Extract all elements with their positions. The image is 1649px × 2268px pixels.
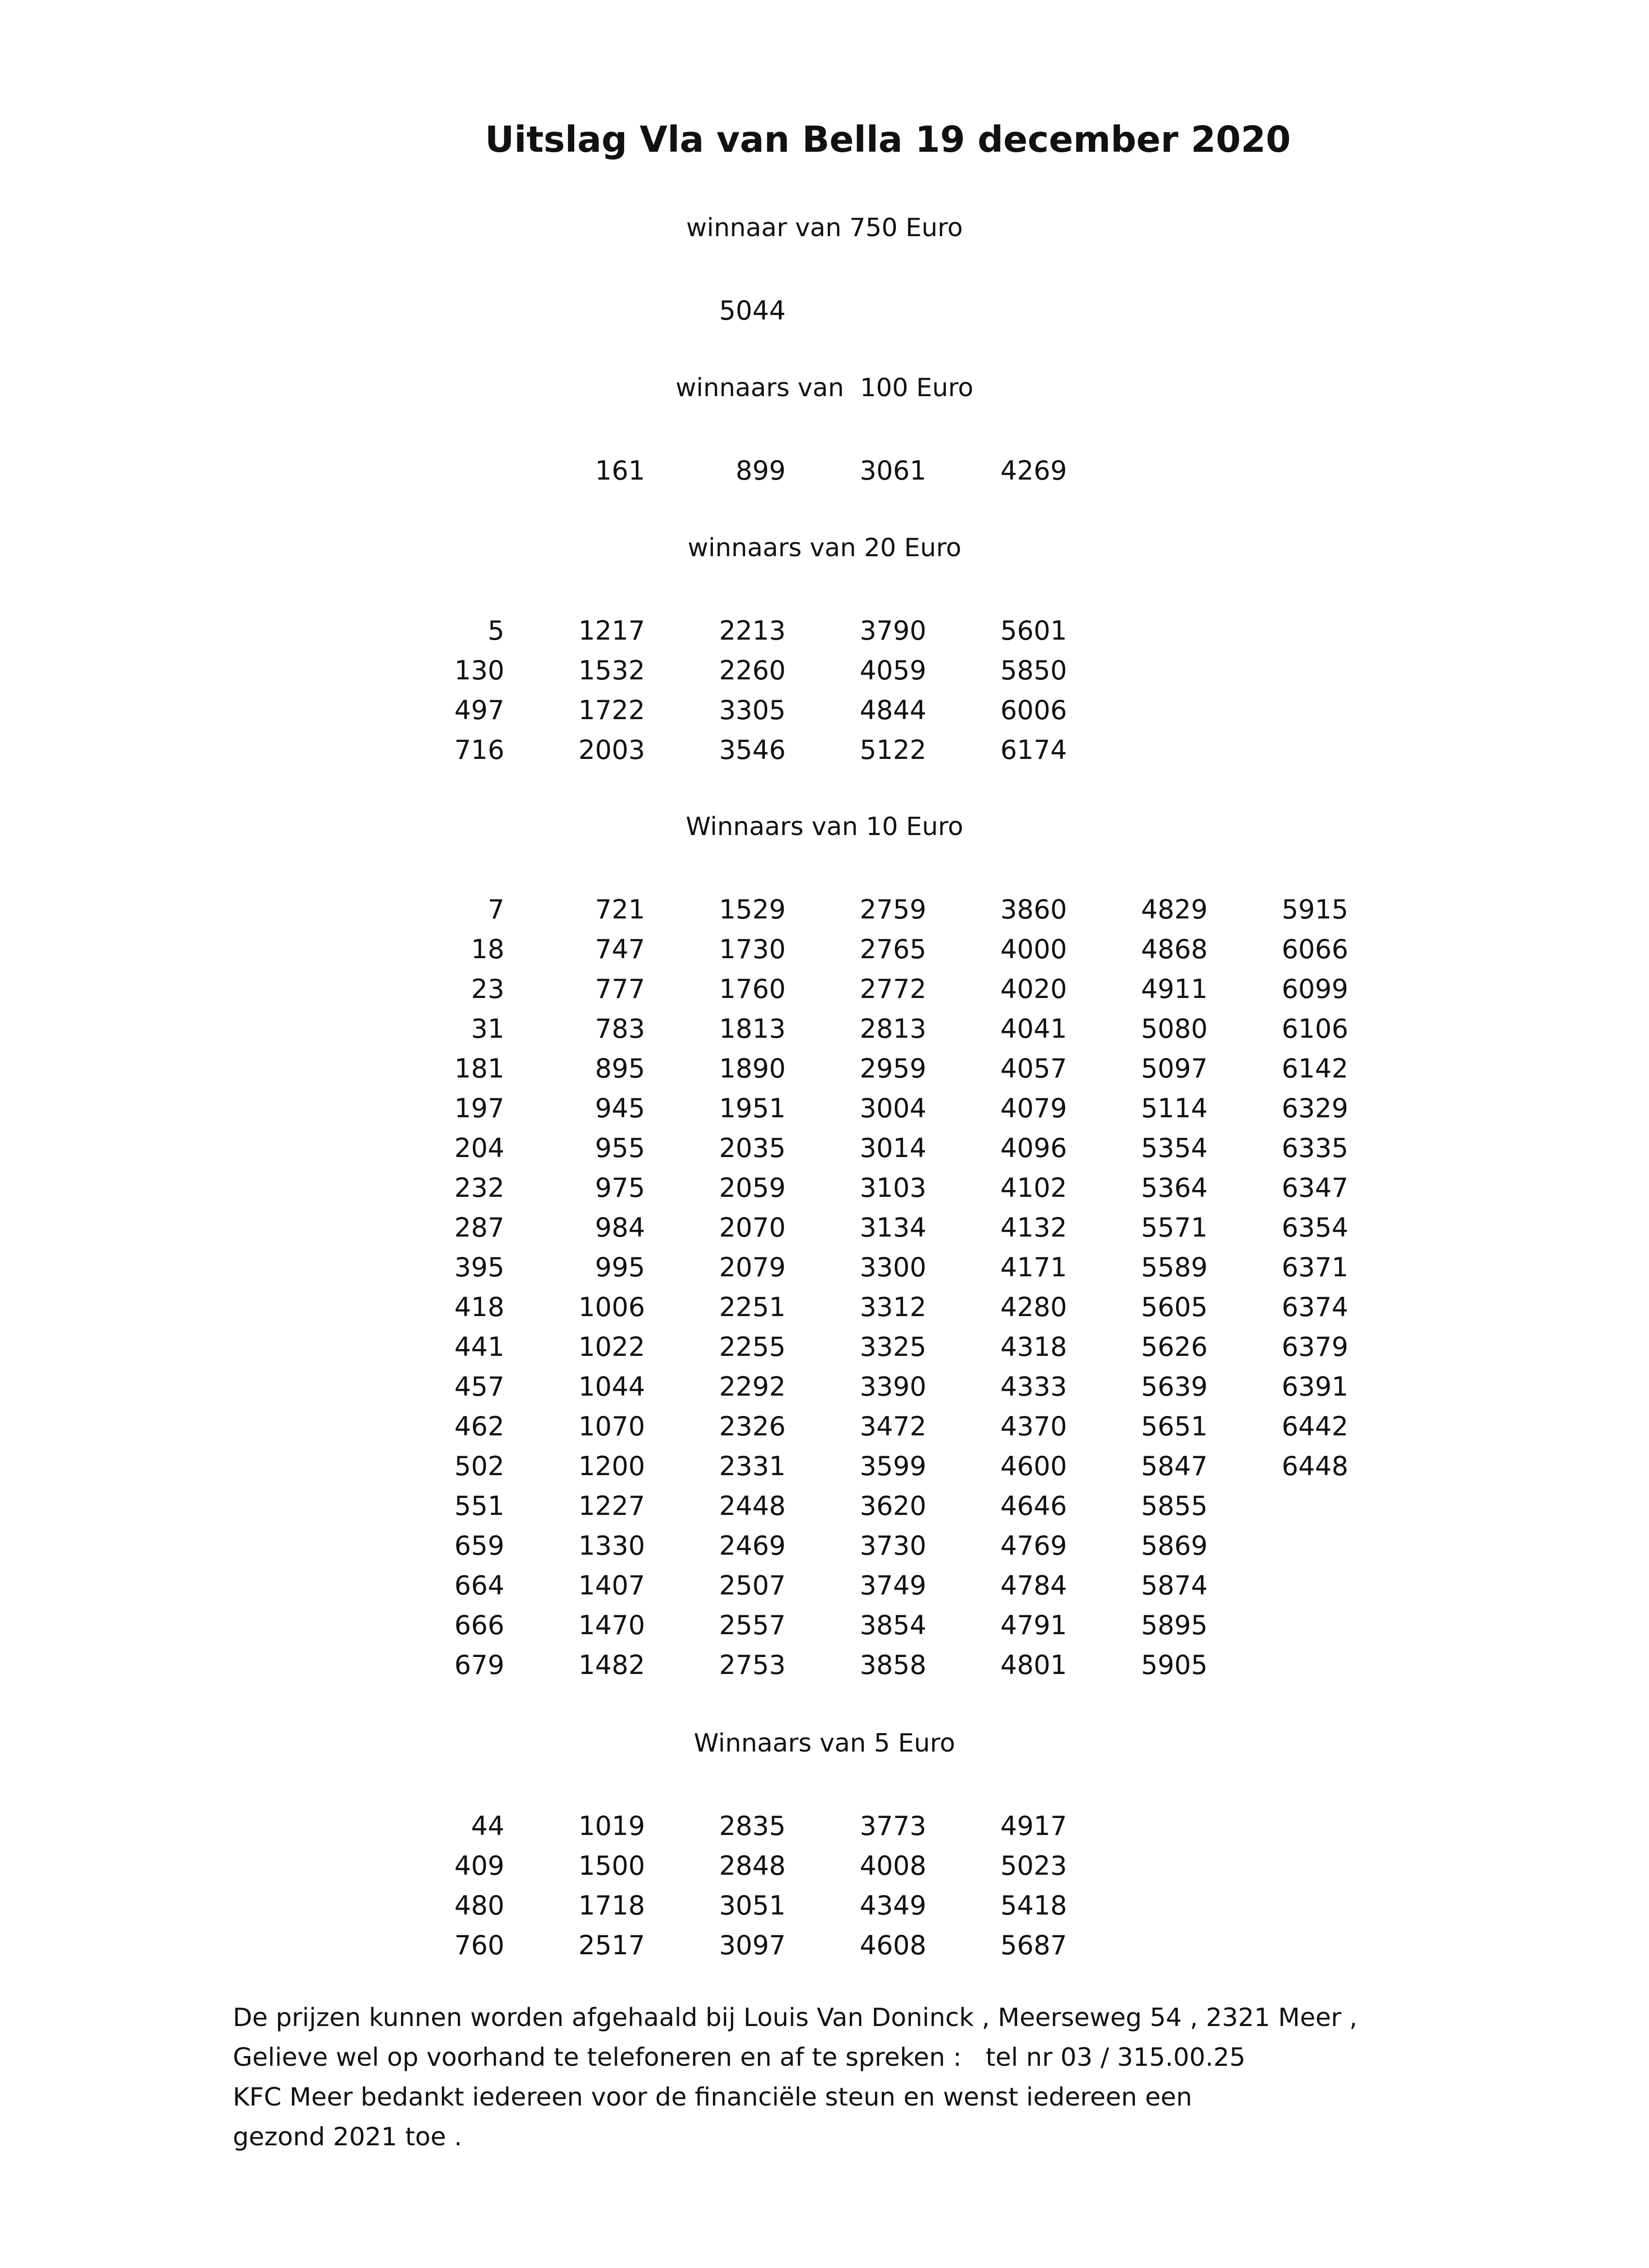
winning-number: 4917 xyxy=(1000,1811,1067,1841)
winning-number: 2772 xyxy=(859,974,926,1004)
winning-number: 287 xyxy=(454,1212,504,1243)
winning-number: 679 xyxy=(454,1650,504,1680)
winning-number: 1529 xyxy=(719,894,786,925)
winning-number: 5869 xyxy=(1141,1530,1208,1561)
winning-number: 1470 xyxy=(578,1610,645,1641)
winning-number: 777 xyxy=(595,974,645,1004)
winning-number: 3300 xyxy=(859,1252,926,1283)
winning-number: 995 xyxy=(595,1252,645,1283)
winning-number: 5850 xyxy=(1000,655,1067,686)
winning-number: 197 xyxy=(454,1093,504,1124)
winning-number: 181 xyxy=(454,1053,504,1084)
winning-number: 4791 xyxy=(1000,1610,1067,1641)
winning-number: 2813 xyxy=(859,1013,926,1044)
winning-number: 955 xyxy=(595,1133,645,1163)
winning-number: 3773 xyxy=(859,1811,926,1841)
winning-number: 3599 xyxy=(859,1451,926,1481)
winning-number: 4333 xyxy=(1000,1371,1067,1402)
winning-number: 4059 xyxy=(859,655,926,686)
winning-number: 2255 xyxy=(719,1332,786,1362)
winning-number: 2507 xyxy=(719,1570,786,1601)
winning-number: 3390 xyxy=(859,1371,926,1402)
winning-number: 2292 xyxy=(719,1371,786,1402)
winning-number: 984 xyxy=(595,1212,645,1243)
winning-number: 1890 xyxy=(719,1053,786,1084)
winning-number: 1070 xyxy=(578,1411,645,1442)
winning-number: 5847 xyxy=(1141,1451,1208,1481)
winning-number: 2517 xyxy=(578,1930,645,1961)
winning-number: 747 xyxy=(595,934,645,965)
winning-number: 418 xyxy=(454,1292,504,1322)
winning-number: 3546 xyxy=(719,735,786,765)
winning-number: 4057 xyxy=(1000,1053,1067,1084)
winning-number: 5571 xyxy=(1141,1212,1208,1243)
winning-number: 899 xyxy=(735,455,786,486)
section-heading-winnaars-van-10-euro: Winnaars van 10 Euro xyxy=(685,812,964,841)
winning-number: 1217 xyxy=(578,615,645,646)
winning-number: 783 xyxy=(595,1013,645,1044)
winning-number: 4868 xyxy=(1141,934,1208,965)
winning-number: 3620 xyxy=(859,1491,926,1521)
winning-number: 5364 xyxy=(1141,1173,1208,1203)
winning-number: 551 xyxy=(454,1491,504,1521)
winning-number: 3858 xyxy=(859,1650,926,1680)
winning-number: 1019 xyxy=(578,1811,645,1841)
winning-number: 4370 xyxy=(1000,1411,1067,1442)
winning-number: 945 xyxy=(595,1093,645,1124)
winning-number: 5626 xyxy=(1141,1332,1208,1362)
winning-number: 1006 xyxy=(578,1292,645,1322)
winning-number: 6099 xyxy=(1281,974,1348,1004)
winning-number: 497 xyxy=(454,695,504,725)
winning-number: 6106 xyxy=(1281,1013,1348,1044)
winning-number: 1044 xyxy=(578,1371,645,1402)
winning-number: 395 xyxy=(454,1252,504,1283)
winning-number: 5639 xyxy=(1141,1371,1208,1402)
winning-number: 2759 xyxy=(859,894,926,925)
winning-number: 1722 xyxy=(578,695,645,725)
winning-number: 6371 xyxy=(1281,1252,1348,1283)
winning-number: 1951 xyxy=(719,1093,786,1124)
winning-number: 5114 xyxy=(1141,1093,1208,1124)
winning-number: 5589 xyxy=(1141,1252,1208,1283)
winning-number: 4911 xyxy=(1141,974,1208,1004)
winning-number: 3097 xyxy=(719,1930,786,1961)
winning-number: 3860 xyxy=(1000,894,1067,925)
winning-number: 2448 xyxy=(719,1491,786,1521)
section-heading-winnaar-van-750-euro: winnaar van 750 Euro xyxy=(686,213,963,242)
winning-number: 6379 xyxy=(1281,1332,1348,1362)
winning-number: 5651 xyxy=(1141,1411,1208,1442)
winning-number: 6347 xyxy=(1281,1173,1348,1203)
winning-number: 5895 xyxy=(1141,1610,1208,1641)
winning-number: 18 xyxy=(471,934,504,965)
winning-number: 664 xyxy=(454,1570,504,1601)
winning-number: 6442 xyxy=(1281,1411,1348,1442)
winning-number: 5122 xyxy=(859,735,926,765)
winning-number: 5601 xyxy=(1000,615,1067,646)
winning-number: 3730 xyxy=(859,1530,926,1561)
winning-number: 5023 xyxy=(1000,1850,1067,1881)
winning-number: 2251 xyxy=(719,1292,786,1322)
winning-number: 6174 xyxy=(1000,735,1067,765)
winning-number: 2326 xyxy=(719,1411,786,1442)
winning-number: 6006 xyxy=(1000,695,1067,725)
page-title: Uitslag Vla van Bella 19 december 2020 xyxy=(485,119,1291,161)
winning-number: 3749 xyxy=(859,1570,926,1601)
winning-number: 895 xyxy=(595,1053,645,1084)
winning-number: 666 xyxy=(454,1610,504,1641)
winning-number: 1500 xyxy=(578,1850,645,1881)
winning-number: 2835 xyxy=(719,1811,786,1841)
winning-number: 1760 xyxy=(719,974,786,1004)
winning-number: 3790 xyxy=(859,615,926,646)
footer-note xyxy=(233,1998,1542,2157)
winning-number: 2260 xyxy=(719,655,786,686)
winning-number: 5044 xyxy=(719,295,786,326)
winning-number: 3051 xyxy=(719,1890,786,1921)
winning-number: 4646 xyxy=(1000,1491,1067,1521)
winning-number: 5855 xyxy=(1141,1491,1208,1521)
section-heading-winnaars-van-100-euro: winnaars van 100 Euro xyxy=(676,373,973,402)
winning-number: 1718 xyxy=(578,1890,645,1921)
winning-number: 4600 xyxy=(1000,1451,1067,1481)
winning-number: 5915 xyxy=(1281,894,1348,925)
winning-number: 1407 xyxy=(578,1570,645,1601)
winning-number: 2213 xyxy=(719,615,786,646)
winning-number: 204 xyxy=(454,1133,504,1163)
winning-number: 6335 xyxy=(1281,1133,1348,1163)
winning-number: 3134 xyxy=(859,1212,926,1243)
footer-line: De prijzen kunnen worden afgehaald bij Louis Van Doninck , Meerseweg 54 , 2321 Meer , xyxy=(233,2003,1358,2032)
winning-number: 6448 xyxy=(1281,1451,1348,1481)
winning-number: 232 xyxy=(454,1173,504,1203)
winning-number: 6391 xyxy=(1281,1371,1348,1402)
winning-number: 2070 xyxy=(719,1212,786,1243)
winning-number: 2959 xyxy=(859,1053,926,1084)
winning-number: 1330 xyxy=(578,1530,645,1561)
winning-number: 1200 xyxy=(578,1451,645,1481)
winning-number: 2035 xyxy=(719,1133,786,1163)
winning-number: 3472 xyxy=(859,1411,926,1442)
winning-number: 5687 xyxy=(1000,1930,1067,1961)
winning-number: 4171 xyxy=(1000,1252,1067,1283)
winning-number: 4784 xyxy=(1000,1570,1067,1601)
winning-number: 5097 xyxy=(1141,1053,1208,1084)
winning-number: 4079 xyxy=(1000,1093,1067,1124)
winning-number: 4008 xyxy=(859,1850,926,1881)
winning-number: 2469 xyxy=(719,1530,786,1561)
winning-number: 2765 xyxy=(859,934,926,965)
winning-number: 721 xyxy=(595,894,645,925)
section-heading-winnaars-van-5-euro: Winnaars van 5 Euro xyxy=(694,1729,955,1758)
winning-number: 5605 xyxy=(1141,1292,1208,1322)
winning-number: 4096 xyxy=(1000,1133,1067,1163)
winning-number: 5874 xyxy=(1141,1570,1208,1601)
winning-number: 4769 xyxy=(1000,1530,1067,1561)
winning-number: 2848 xyxy=(719,1850,786,1881)
winning-number: 3014 xyxy=(859,1133,926,1163)
winning-number: 659 xyxy=(454,1530,504,1561)
winning-number: 6354 xyxy=(1281,1212,1348,1243)
winning-number: 4349 xyxy=(859,1890,926,1921)
winning-number: 1227 xyxy=(578,1491,645,1521)
winning-number: 1482 xyxy=(578,1650,645,1680)
winning-number: 4829 xyxy=(1141,894,1208,925)
winning-number: 480 xyxy=(454,1890,504,1921)
winning-number: 2331 xyxy=(719,1451,786,1481)
winning-number: 462 xyxy=(454,1411,504,1442)
winning-number: 760 xyxy=(454,1930,504,1961)
winning-number: 3325 xyxy=(859,1332,926,1362)
winning-number: 1730 xyxy=(719,934,786,965)
winning-number: 5 xyxy=(487,615,504,646)
winning-number: 4132 xyxy=(1000,1212,1067,1243)
winning-number: 4041 xyxy=(1000,1013,1067,1044)
winning-number: 161 xyxy=(595,455,645,486)
winning-number: 4102 xyxy=(1000,1173,1067,1203)
winning-number: 4020 xyxy=(1000,974,1067,1004)
footer-line: KFC Meer bedankt iedereen voor de financiële steun en wenst iedereen een xyxy=(233,2083,1192,2112)
section-heading-winnaars-van-20-euro: winnaars van 20 Euro xyxy=(687,533,962,563)
winning-number: 6374 xyxy=(1281,1292,1348,1322)
winning-number: 441 xyxy=(454,1332,504,1362)
winning-number: 2753 xyxy=(719,1650,786,1680)
winning-number: 5354 xyxy=(1141,1133,1208,1163)
winning-number: 2003 xyxy=(578,735,645,765)
footer-line: gezond 2021 toe . xyxy=(233,2123,462,2152)
winning-number: 3061 xyxy=(859,455,926,486)
winning-number: 130 xyxy=(454,655,504,686)
winning-number: 5905 xyxy=(1141,1650,1208,1680)
winning-number: 2059 xyxy=(719,1173,786,1203)
winning-number: 457 xyxy=(454,1371,504,1402)
winning-number: 409 xyxy=(454,1850,504,1881)
winning-number: 7 xyxy=(487,894,504,925)
winning-number: 5080 xyxy=(1141,1013,1208,1044)
winning-number: 5418 xyxy=(1000,1890,1067,1921)
winning-number: 1813 xyxy=(719,1013,786,1044)
winning-number: 4318 xyxy=(1000,1332,1067,1362)
winning-number: 3103 xyxy=(859,1173,926,1203)
winning-number: 3305 xyxy=(719,695,786,725)
winning-number: 716 xyxy=(454,735,504,765)
winning-number: 502 xyxy=(454,1451,504,1481)
winning-number: 4608 xyxy=(859,1930,926,1961)
winning-number: 6329 xyxy=(1281,1093,1348,1124)
winning-number: 2079 xyxy=(719,1252,786,1283)
winning-number: 3854 xyxy=(859,1610,926,1641)
winning-number: 2557 xyxy=(719,1610,786,1641)
winning-number: 6066 xyxy=(1281,934,1348,965)
winning-number: 4801 xyxy=(1000,1650,1067,1680)
winning-number: 4844 xyxy=(859,695,926,725)
winning-number: 23 xyxy=(471,974,504,1004)
winning-number: 3004 xyxy=(859,1093,926,1124)
winning-number: 3312 xyxy=(859,1292,926,1322)
winning-number: 1532 xyxy=(578,655,645,686)
winning-number: 4269 xyxy=(1000,455,1067,486)
winning-number: 44 xyxy=(471,1811,504,1841)
winning-number: 31 xyxy=(471,1013,504,1044)
winning-number: 4280 xyxy=(1000,1292,1067,1322)
winning-number: 6142 xyxy=(1281,1053,1348,1084)
winning-number: 4000 xyxy=(1000,934,1067,965)
winning-number: 975 xyxy=(595,1173,645,1203)
winning-number: 1022 xyxy=(578,1332,645,1362)
footer-line: Gelieve wel op voorhand te telefoneren en af te spreken : tel nr 03 / 315.00.25 xyxy=(233,2043,1245,2072)
